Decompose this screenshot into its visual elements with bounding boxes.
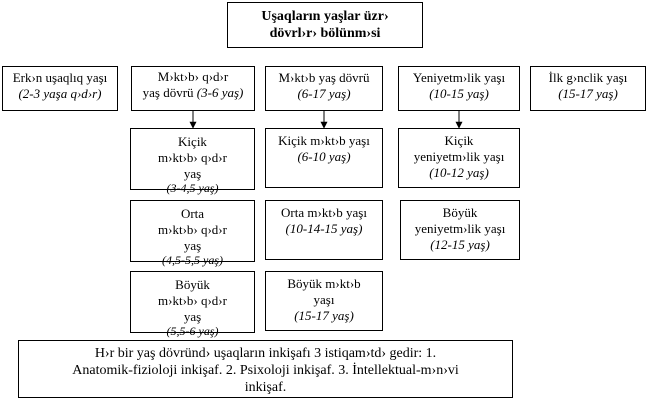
- stage-line-2: m›kt›b› q›d›r: [158, 150, 227, 165]
- title-line-2: dövrl›r› bölünm›si: [269, 26, 381, 41]
- stage-line-2: m›kt›b› q›d›r: [158, 222, 227, 237]
- stage-line-3: yaş: [183, 238, 202, 253]
- adolescence-stage-early: [398, 128, 520, 188]
- main-title-box: [227, 2, 423, 48]
- note-line-1: H›r bir yaş dövründ› uşaqların inkişafı 3 istiqam›td› gedir: 1.: [94, 346, 437, 361]
- stage-line-1: Orta: [180, 206, 205, 221]
- development-note-box: [18, 340, 513, 398]
- title-line-1: Uşaqların yaşlar üzr›: [261, 9, 389, 24]
- stage-range: (3-4,5 yaş): [166, 181, 219, 195]
- stage-range: (4,5-5,5 yaş): [162, 253, 223, 267]
- period-range: (10-15 yaş): [429, 86, 489, 101]
- preschool-stage-senior: [130, 271, 255, 338]
- stage-line-1: Orta m›kt›b yaşı: [281, 205, 367, 220]
- stage-line-1: Kiçik m›kt›b yaşı: [278, 133, 370, 148]
- school-stage-senior: [265, 271, 383, 331]
- stage-line-1: Böyük: [442, 205, 478, 220]
- preschool-stage-small: [130, 128, 255, 195]
- stage-range: (10-14-15 yaş): [285, 221, 363, 236]
- period-range: (15-17 yaş): [558, 86, 618, 101]
- stage-line-3: yaş: [183, 309, 202, 324]
- note-line-2: Anatomik-fizioloji inkişaf. 2. Psixoloji inkişaf. 3. İntellektual-m›n›vi: [72, 363, 459, 378]
- stage-range: (6-10 yaş): [297, 149, 351, 164]
- stage-range: (12-15 yaş): [430, 237, 490, 252]
- stage-range: (10-12 yaş): [429, 165, 489, 180]
- stage-line-2: m›kt›b› q›d›r: [158, 293, 227, 308]
- stage-range: (5,5-6 yaş): [166, 324, 219, 338]
- adolescence-stage-late: [400, 200, 520, 260]
- period-label: Erk›n uşaqlıq yaşı: [12, 70, 108, 85]
- period-label-2: yaş dövrü (3-6 yaş): [142, 85, 244, 100]
- period-range: (6-17 yaş): [297, 86, 351, 101]
- stage-line-1: Kiçik: [178, 134, 207, 149]
- period-early-childhood: [2, 66, 118, 111]
- stage-line-1: Böyük: [175, 277, 210, 292]
- stage-line-3: yaş: [183, 166, 202, 181]
- stage-line-2: yeniyetm›lik yaşı: [414, 221, 506, 236]
- stage-line-1: Böyük m›kt›b: [287, 276, 361, 291]
- period-label: Yeniyetm›lik yaşı: [412, 70, 506, 85]
- note-line-3: inkişaf.: [244, 380, 287, 395]
- preschool-stage-middle: [130, 200, 255, 267]
- school-stage-middle: [265, 200, 383, 260]
- period-early-youth: [530, 66, 646, 111]
- period-label: M›kt›b› q›d›r: [157, 69, 229, 84]
- stage-line-2: yaşı: [313, 292, 335, 307]
- period-label: M›kt›b yaş dövrü: [278, 70, 370, 85]
- stage-line-2: yeniyetm›lik yaşı: [413, 149, 505, 164]
- period-adolescence: [398, 66, 520, 111]
- stage-range: (15-17 yaş): [294, 308, 354, 323]
- stage-line-1: Kiçik: [444, 133, 474, 148]
- period-label: İlk g›nclik yaşı: [548, 70, 628, 85]
- period-preschool: [131, 66, 255, 111]
- school-stage-junior: [265, 128, 383, 188]
- period-range: (2-3 yaşa q›d›r): [18, 86, 102, 101]
- period-school: [265, 66, 383, 111]
